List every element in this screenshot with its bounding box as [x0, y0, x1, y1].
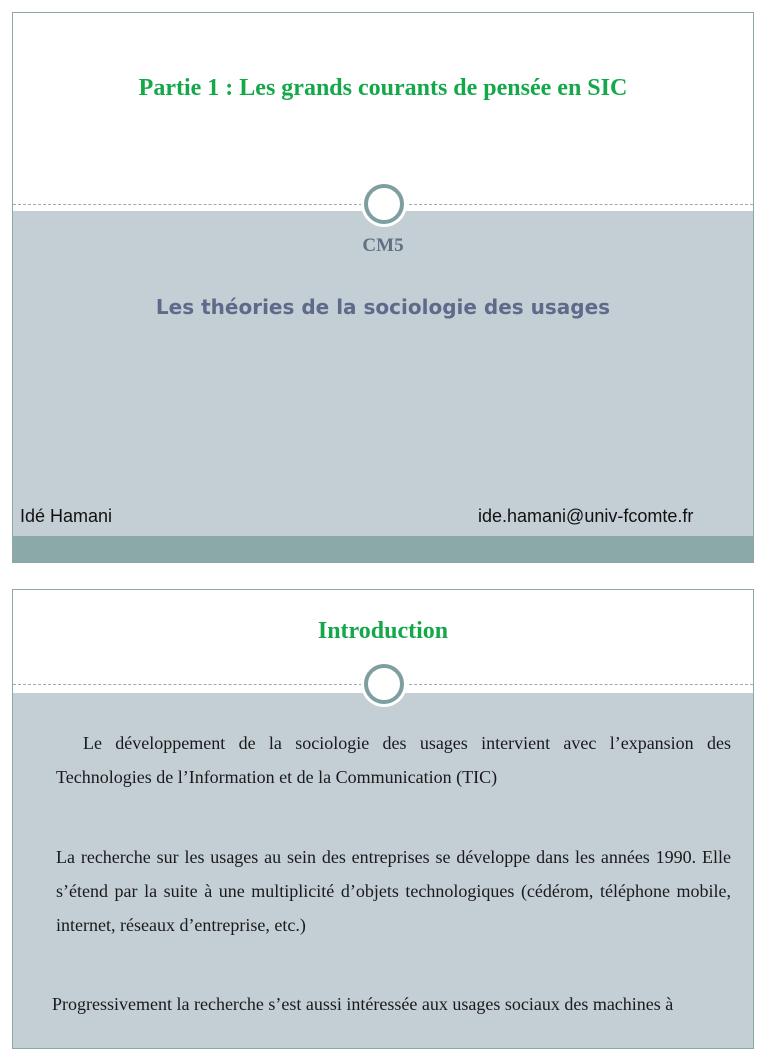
footer-bar: [13, 536, 753, 562]
slide-title: Introduction: [317, 618, 449, 644]
slide-1: [12, 12, 754, 563]
slide-2: [12, 589, 754, 1049]
paragraph: Progressivement la recherche s’est aussi intéressée aux usages sociaux des machines à: [52, 994, 674, 1014]
circle-ornament-icon: [364, 664, 404, 704]
course-code: CM5: [362, 235, 404, 256]
circle-ornament-icon: [364, 184, 404, 224]
slide-subtitle: Les théories de la sociologie des usages: [155, 295, 611, 319]
slide-title: Partie 1 : Les grands courants de pensée en SIC: [138, 75, 628, 101]
author-name: Idé Hamani: [20, 506, 113, 526]
paragraph: La recherche sur les usages au sein des entreprises se développe dans les années 1990. Elle s’étend par la suite à une multiplicité d’objets technologiques (cédérom, téléphone mobile, internet, réseaux d’entreprise, etc.): [56, 847, 731, 935]
content-panel: [13, 211, 753, 537]
paragraph: Le développement de la sociologie des usages intervient avec l’expansion des Technologies de l’Information et de la Communication (TIC): [56, 733, 731, 787]
author-email: ide.hamani@univ-fcomte.fr: [478, 506, 694, 526]
